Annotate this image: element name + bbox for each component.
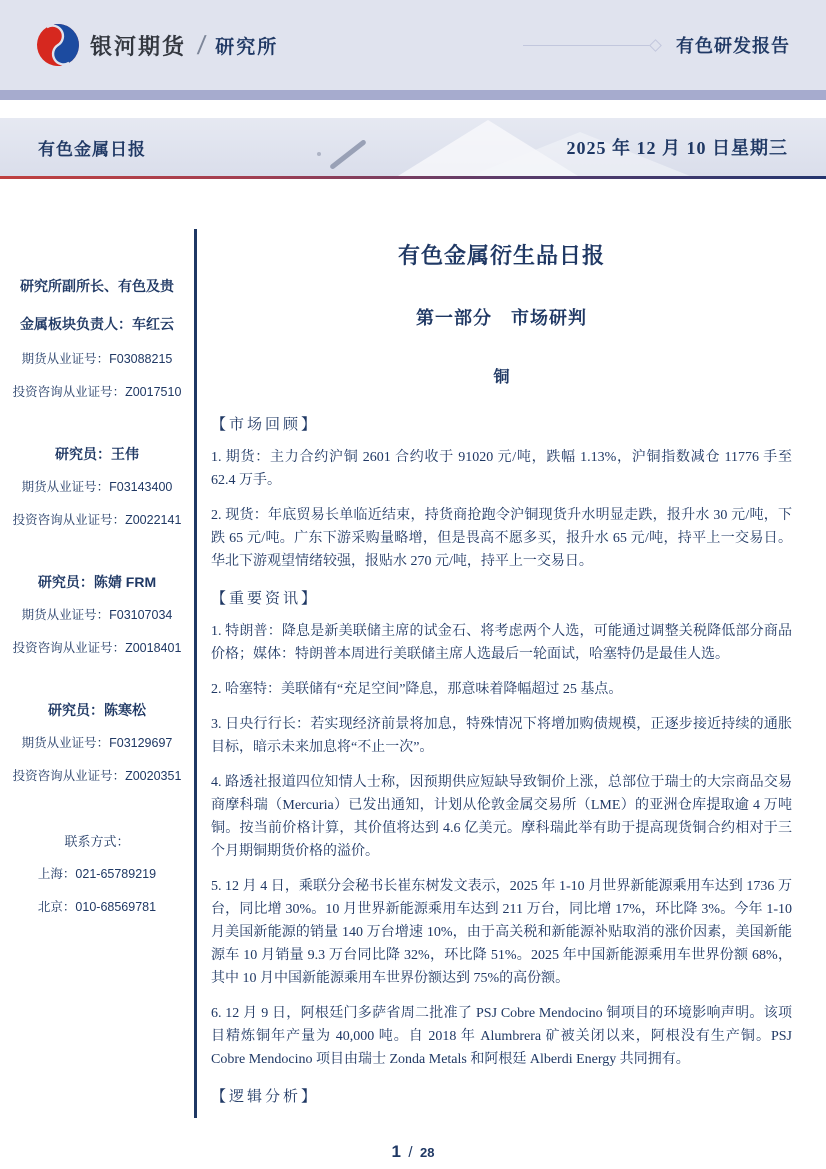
report-date: 2025 年 12 月 10 日星期三	[566, 138, 788, 158]
paragraph: 2. 哈塞特：美联储有“充足空间”降息，那意味着降幅超过 25 基点。	[211, 682, 623, 697]
section-important-news	[211, 587, 792, 1071]
part-title: 第一部分 市场研判	[416, 308, 587, 328]
pen-dot-decoration	[317, 152, 321, 156]
decorative-line	[523, 45, 655, 46]
researcher-name: 研究员：陈寒松	[48, 702, 146, 718]
lead-cert2: 投资咨询从业证号：Z0017510	[12, 385, 182, 399]
header-right	[523, 32, 790, 58]
contact-heading: 联系方式：	[64, 834, 130, 849]
header-divider-bar	[0, 90, 826, 100]
section-market-review	[211, 413, 792, 573]
gradient-rule	[0, 176, 826, 179]
lead-title-line2: 金属板块负责人：车红云	[20, 316, 174, 332]
researcher-cert1: 期货从业证号：F03129697	[21, 736, 173, 750]
researcher-cert2: 投资咨询从业证号：Z0018401	[12, 641, 182, 655]
researcher-cert2: 投资咨询从业证号：Z0022141	[12, 513, 182, 527]
page-separator: /	[408, 1144, 413, 1161]
diamond-icon	[649, 39, 662, 52]
content-area	[0, 229, 826, 1118]
galaxy-futures-logo-icon	[36, 23, 80, 67]
paragraph: 6. 12 月 9 日，阿根廷门多萨省周二批准了 PSJ Cobre Mendocino 铜项目的环境影响声明。该项目精炼铜年产量为 40,000 吨。自 2018 年 Alumbrera 矿被关闭以来，阿根没有生产铜。PSJ Cobre Mendocino 项目由瑞士 Zonda Metals 和阿根廷 Alberdi Energy 共同拥有。	[211, 1006, 792, 1067]
researcher-name: 研究员：王伟	[55, 446, 139, 462]
page-footer	[0, 1142, 826, 1162]
contact-shanghai: 上海：021-65789219	[37, 867, 157, 881]
lead-cert1: 期货从业证号：F03088215	[21, 352, 173, 366]
lead-title-line1: 研究所副所长、有色及贵	[20, 278, 174, 294]
total-page-count: 28	[420, 1145, 435, 1160]
metal-section-title: 铜	[493, 369, 510, 386]
researcher-cert2: 投资咨询从业证号：Z0020351	[12, 769, 182, 783]
researcher-cert1: 期货从业证号：F03107034	[21, 608, 173, 622]
brand-group	[36, 23, 278, 67]
report-banner	[0, 118, 826, 176]
division-name: 研究所	[215, 36, 279, 58]
pen-decoration-icon	[329, 139, 367, 170]
current-page-number: 1	[391, 1142, 401, 1161]
paragraph: 2. 现货：年底贸易长单临近结束，持货商抢跑令沪铜现货升水明显走跌，报升水 30 元/吨，下跌 65 元/吨。广东下游采购量略增，但是畏高不愿多买，报升水 65 元/吨，持平上一交易日。华北下游观望情绪较强，报贴水 270 元/吨，持平上一交易日。	[211, 508, 792, 569]
top-header	[0, 0, 826, 90]
section-heading: 【重要资讯】	[211, 591, 320, 607]
main-column	[197, 229, 826, 1118]
authors-sidebar	[0, 229, 197, 1118]
document-title: 有色金属衍生品日报	[397, 243, 605, 268]
section-logic-analysis	[211, 1085, 792, 1106]
section-heading: 【市场回顾】	[211, 417, 320, 433]
section-heading: 【逻辑分析】	[211, 1089, 320, 1105]
header-gap	[0, 100, 826, 118]
paragraph: 1. 特朗普：降息是新美联储主席的试金石、将考虑两个人选，可能通过调整关税降低部分商品价格；媒体：特朗普本周进行美联储主席人选最后一轮面试，哈塞特仍是最佳人选。	[211, 624, 792, 662]
report-series-title: 有色金属日报	[38, 139, 146, 159]
paragraph: 5. 12 月 4 日，乘联分会秘书长崔东树发文表示，2025 年 1-10 月世界新能源乘用车达到 1736 万台，同比增 30%。10 月世界新能源乘用车达到 211 万台，同比增 17%，环比降 3%。今年 1-10 月美国新能源的销量 140 万台增速 10%，由于高关税和新能源补贴取消的涨价因素，美国新能源车 10 月销量 9.3 万台同比降 32%，环比降 51%。2025 年中国新能源乘用车世界份额 68%，其中 10 月中国新能源乘用车世界份额达到 75%的高份额。	[211, 879, 792, 986]
paragraph: 3. 日央行行长：若实现经济前景将加息，特殊情况下将增加购债规模，正逐步接近持续的通胀目标，暗示未来加息将“不止一次”。	[211, 717, 792, 755]
researcher-cert1: 期货从业证号：F03143400	[21, 480, 173, 494]
brand-name: 银河期货	[90, 33, 187, 59]
slash-divider: /	[195, 29, 208, 60]
contact-beijing: 北京：010-68569781	[37, 900, 157, 914]
report-type-label: 有色研发报告	[676, 36, 790, 56]
researcher-name: 研究员：陈婧 FRM	[37, 574, 157, 590]
paragraph: 4. 路透社报道四位知情人士称，因预期供应短缺导致铜价上涨，总部位于瑞士的大宗商品交易商摩科瑞（Mercuria）已发出通知，计划从伦敦金属交易所（LME）的亚洲仓库提取逾 4 万吨铜。按当前价格计算，其价值将达到 4.6 亿美元。摩科瑞此举有助于提高现货铜合约相对于三个月期铜期货价格的溢价。	[211, 775, 792, 859]
paragraph: 1. 期货：主力合约沪铜 2601 合约收于 91020 元/吨，跌幅 1.13%，沪铜指数减仓 11776 手至 62.4 万手。	[211, 450, 792, 488]
